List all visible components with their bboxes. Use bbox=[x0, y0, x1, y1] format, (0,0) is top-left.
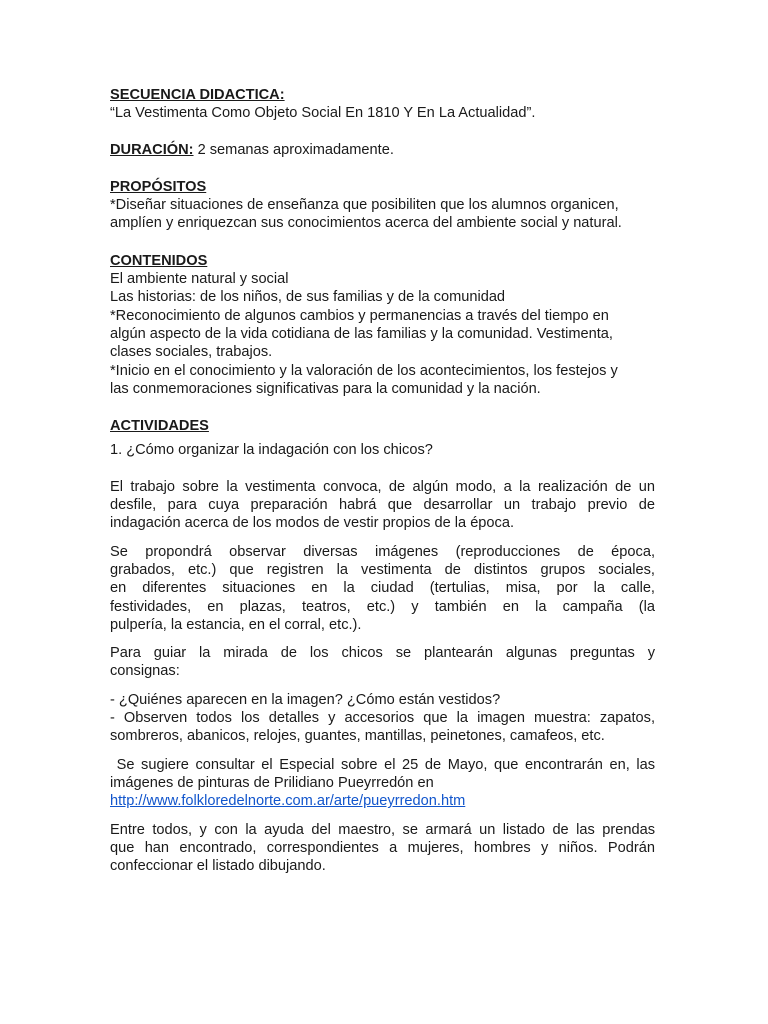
paragraph-line: desfile, para cuya preparación habrá que desarrollar un trabajo previo de bbox=[110, 497, 655, 514]
paragraph-line: Se sugiere consultar el Especial sobre el 25 de Mayo, que encontrarán en, las bbox=[110, 756, 655, 773]
paragraph-line: Entre todos, y con la ayuda del maestro, se armará un listado de las prendas bbox=[110, 821, 655, 838]
paragraph-line: pulpería, la estancia, en el corral, etc.). bbox=[110, 616, 362, 633]
actividades-paragraph-3 bbox=[110, 644, 655, 681]
actividades-paragraph-4 bbox=[110, 691, 655, 746]
paragraph-line: imágenes de pinturas de Prilidiano Pueyrredón en bbox=[110, 774, 434, 791]
contenidos-line: algún aspecto de la vida cotidiana de las familias y la comunidad. Vestimenta, bbox=[110, 325, 613, 342]
actividades-paragraph-5 bbox=[110, 756, 655, 811]
contenidos-section bbox=[110, 252, 655, 398]
contenidos-line: El ambiente natural y social bbox=[110, 271, 289, 288]
secuencia-section bbox=[110, 86, 655, 123]
paragraph-line: que han encontrado, correspondientes a mujeres, hombres y niños. Podrán bbox=[110, 839, 655, 856]
propositos-line: amplíen y enriquezcan sus conocimientos acerca del ambiente social y natural. bbox=[110, 215, 622, 232]
contenidos-line: las conmemoraciones significativas para la comunidad y la nación. bbox=[110, 380, 541, 397]
contenidos-line: Las historias: de los niños, de sus familias y de la comunidad bbox=[110, 289, 506, 306]
actividades-paragraph-1 bbox=[110, 478, 655, 533]
contenidos-heading: CONTENIDOS bbox=[110, 252, 208, 269]
paragraph-line: festividades, en plazas, teatros, etc.) y también en la campaña (la bbox=[110, 598, 655, 615]
contenidos-line: *Reconocimiento de algunos cambios y permanencias a través del tiempo en bbox=[110, 307, 609, 324]
pueyrredon-link[interactable]: http://www.folkloredelnorte.com.ar/arte/pueyrredon.htm bbox=[110, 793, 466, 810]
secuencia-title: “La Vestimenta Como Objeto Social En 1810 Y En La Actualidad”. bbox=[110, 105, 536, 122]
paragraph-line: consignas: bbox=[110, 663, 180, 680]
actividades-paragraph-2 bbox=[110, 543, 655, 634]
actividades-paragraph-6 bbox=[110, 821, 655, 876]
propositos-line: *Diseñar situaciones de enseñanza que posibiliten que los alumnos organicen, bbox=[110, 197, 619, 214]
secuencia-heading: SECUENCIA DIDACTICA: bbox=[110, 87, 285, 103]
paragraph-line: confeccionar el listado dibujando. bbox=[110, 858, 326, 875]
actividades-question: 1. ¿Cómo organizar la indagación con los chicos? bbox=[110, 442, 433, 459]
contenidos-line: clases sociales, trabajos. bbox=[110, 344, 273, 361]
paragraph-line: Se propondrá observar diversas imágenes (reproducciones de época, bbox=[110, 543, 655, 560]
actividades-section bbox=[110, 417, 655, 875]
paragraph-line: sombreros, abanicos, relojes, guantes, mantillas, peinetones, camafeos, etc. bbox=[110, 728, 605, 745]
duracion-value: 2 semanas aproximadamente. bbox=[197, 141, 394, 158]
actividades-heading: ACTIVIDADES bbox=[110, 418, 209, 435]
paragraph-line: en diferentes situaciones en la ciudad (tertulias, misa, por la calle, bbox=[110, 580, 655, 597]
propositos-section bbox=[110, 178, 655, 233]
paragraph-line: - ¿Quiénes aparecen en la imagen? ¿Cómo están vestidos? bbox=[110, 691, 501, 708]
duracion-heading: DURACIÓN: bbox=[110, 141, 194, 158]
paragraph-line: El trabajo sobre la vestimenta convoca, de algún modo, a la realización de un bbox=[110, 478, 655, 495]
paragraph-line: grabados, etc.) que registren la vestimenta de distintos grupos sociales, bbox=[110, 561, 655, 578]
paragraph-line: - Observen todos los detalles y accesorios que la imagen muestra: zapatos, bbox=[110, 710, 655, 727]
paragraph-line: Para guiar la mirada de los chicos se plantearán algunas preguntas y bbox=[110, 645, 655, 662]
contenidos-line: *Inicio en el conocimiento y la valoración de los acontecimientos, los festejos y bbox=[110, 362, 618, 379]
document-page bbox=[110, 86, 655, 875]
propositos-heading: PROPÓSITOS bbox=[110, 178, 207, 195]
paragraph-line: indagación acerca de los modos de vestir propios de la época. bbox=[110, 515, 515, 532]
duracion-section bbox=[110, 141, 655, 159]
